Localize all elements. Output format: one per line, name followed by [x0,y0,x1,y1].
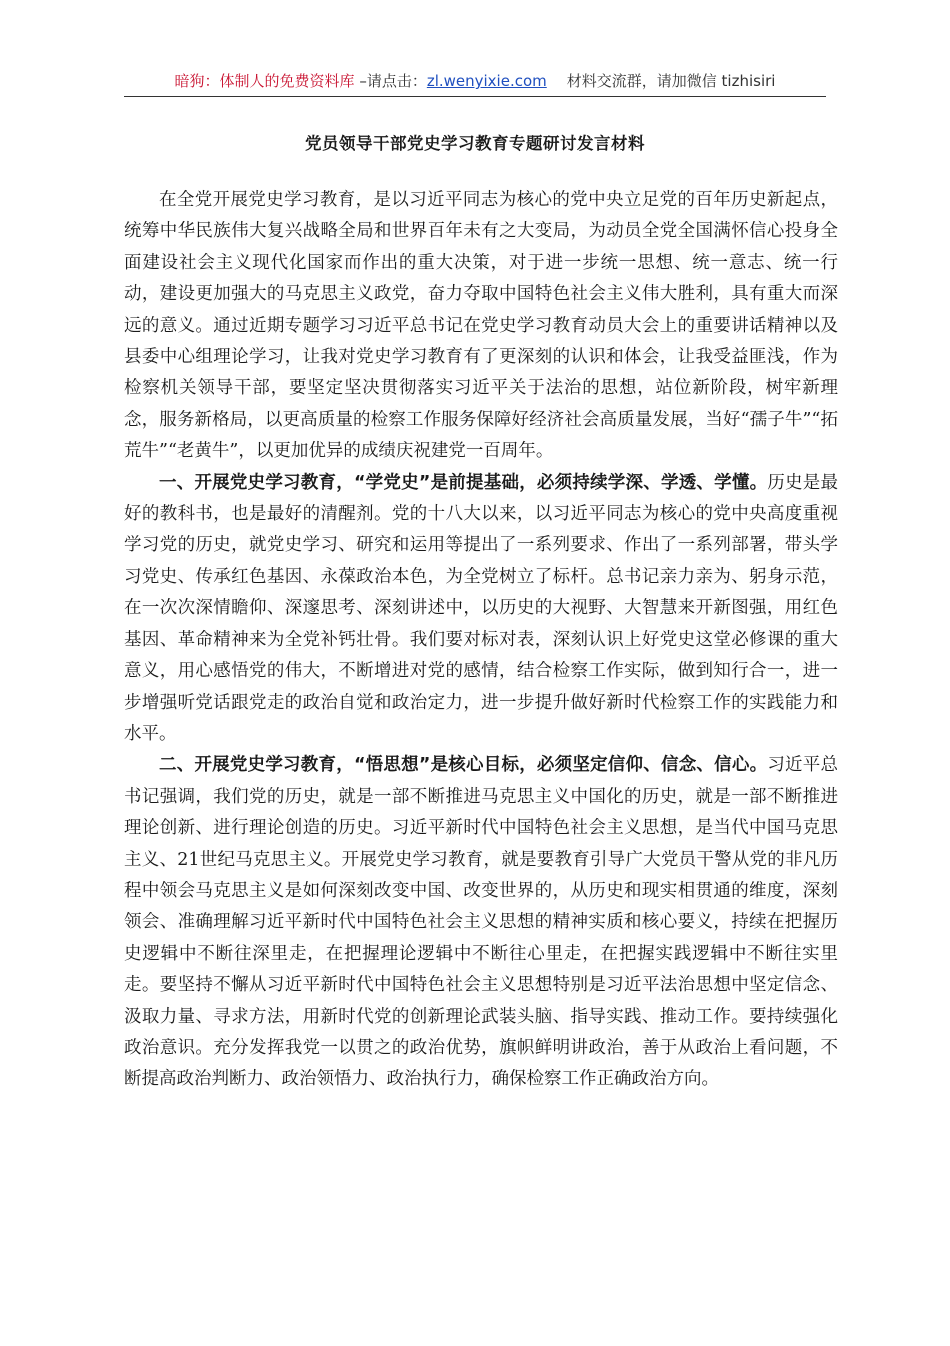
header-group-note: 材料交流群，请加微信 tizhisiri [566,72,776,90]
section-1-text: 历史是最好的教科书，也是最好的清醒剂。党的十八大以来，以习近平同志为核心的党中央高度重视学习党的历史，就党史学习、研究和运用等提出了一系列要求、作出了一系列部署，带头学习党史、传承红色基因、永葆政治本色，为全党树立了标杆。总书记亲力亲为、躬身示范，在一次次深情瞻仰、深邃思考、深刻讲述中，以历史的大视野、大智慧来开新图强，用红色基因、革命精神来为全党补钙壮骨。我们要对标对表，深刻认识上好党史这堂必修课的重大意义，用心感悟党的伟大，不断增进对党的感情，结合检察工作实际，做到知行合一，进一步增强听党话跟党走的政治自觉和政治定力，进一步提升做好新时代检察工作的实践能力和水平。 [124,472,838,744]
section-2-heading: 二、开展党史学习教育，“悟思想”是核心目标，必须坚定信仰、信念、信心。 [159,755,768,776]
document-body [124,185,838,1096]
section-2-text: 习近平总书记强调，我们党的历史，就是一部不断推进马克思主义中国化的历史，就是一部不断推进理论创新、进行理论创造的历史。习近平新时代中国特色社会主义思想，是当代中国马克思主义、21世纪马克思主义。开展党史学习教育，就是要教育引导广大党员干警从党的非凡历程中领会马克思主义是如何深刻改变中国、改变世界的，从历史和现实相贯通的维度，深刻领会、准确理解习近平新时代中国特色社会主义思想的精神实质和核心要义，持续在把握历史逻辑中不断往深里走，在把握理论逻辑中不断往心里走，在把握实践逻辑中不断往实里走。要坚持不懈从习近平新时代中国特色社会主义思想特别是习近平法治思想中坚定信念、汲取力量、寻求方法，用新时代党的创新理论武装头脑、指导实践、推动工作。要持续强化政治意识。充分发挥我党一以贯之的政治优势，旗帜鲜明讲政治，善于从政治上看问题，不断提高政治判断力、政治领悟力、政治执行力，确保检察工作正确政治方向。 [124,755,838,1090]
document-title: 党员领导干部党史学习教育专题研讨发言材料 [305,134,645,153]
header-prompt: –请点击： [354,72,427,90]
page-header [124,70,826,97]
header-link[interactable]: zl.wenyixie.com [426,72,547,90]
section-1-heading: 一、开展党史学习教育，“学党史”是前提基础，必须持续学深、学透、学懂。 [159,472,768,493]
section-2-paragraph [124,750,838,1095]
intro-paragraph: 在全党开展党史学习教育，是以习近平同志为核心的党中央立足党的百年历史新起点，统筹中华民族伟大复兴战略全局和世界百年未有之大变局，为动员全党全国满怀信心投身全面建设社会主义现代化国家而作出的重大决策，对于进一步统一思想、统一意志、统一行动，建设更加强大的马克思主义政党，奋力夺取中国特色社会主义伟大胜利，具有重大而深远的意义。通过近期专题学习习近平总书记在党史学习教育动员大会上的重要讲话精神以及县委中心组理论学习，让我对党史学习教育有了更深刻的认识和体会，让我受益匪浅，作为检察机关领导干部，要坚定坚决贯彻落实习近平关于法治的思想，站位新阶段，树牢新理念，服务新格局，以更高质量的检察工作服务保障好经济社会高质量发展，当好“孺子牛”“拓荒牛”“老黄牛”，以更加优异的成绩庆祝建党一百周年。 [124,190,838,462]
header-brand: 暗狗：体制人的免费资料库 [174,72,355,90]
section-1-paragraph [124,468,838,751]
